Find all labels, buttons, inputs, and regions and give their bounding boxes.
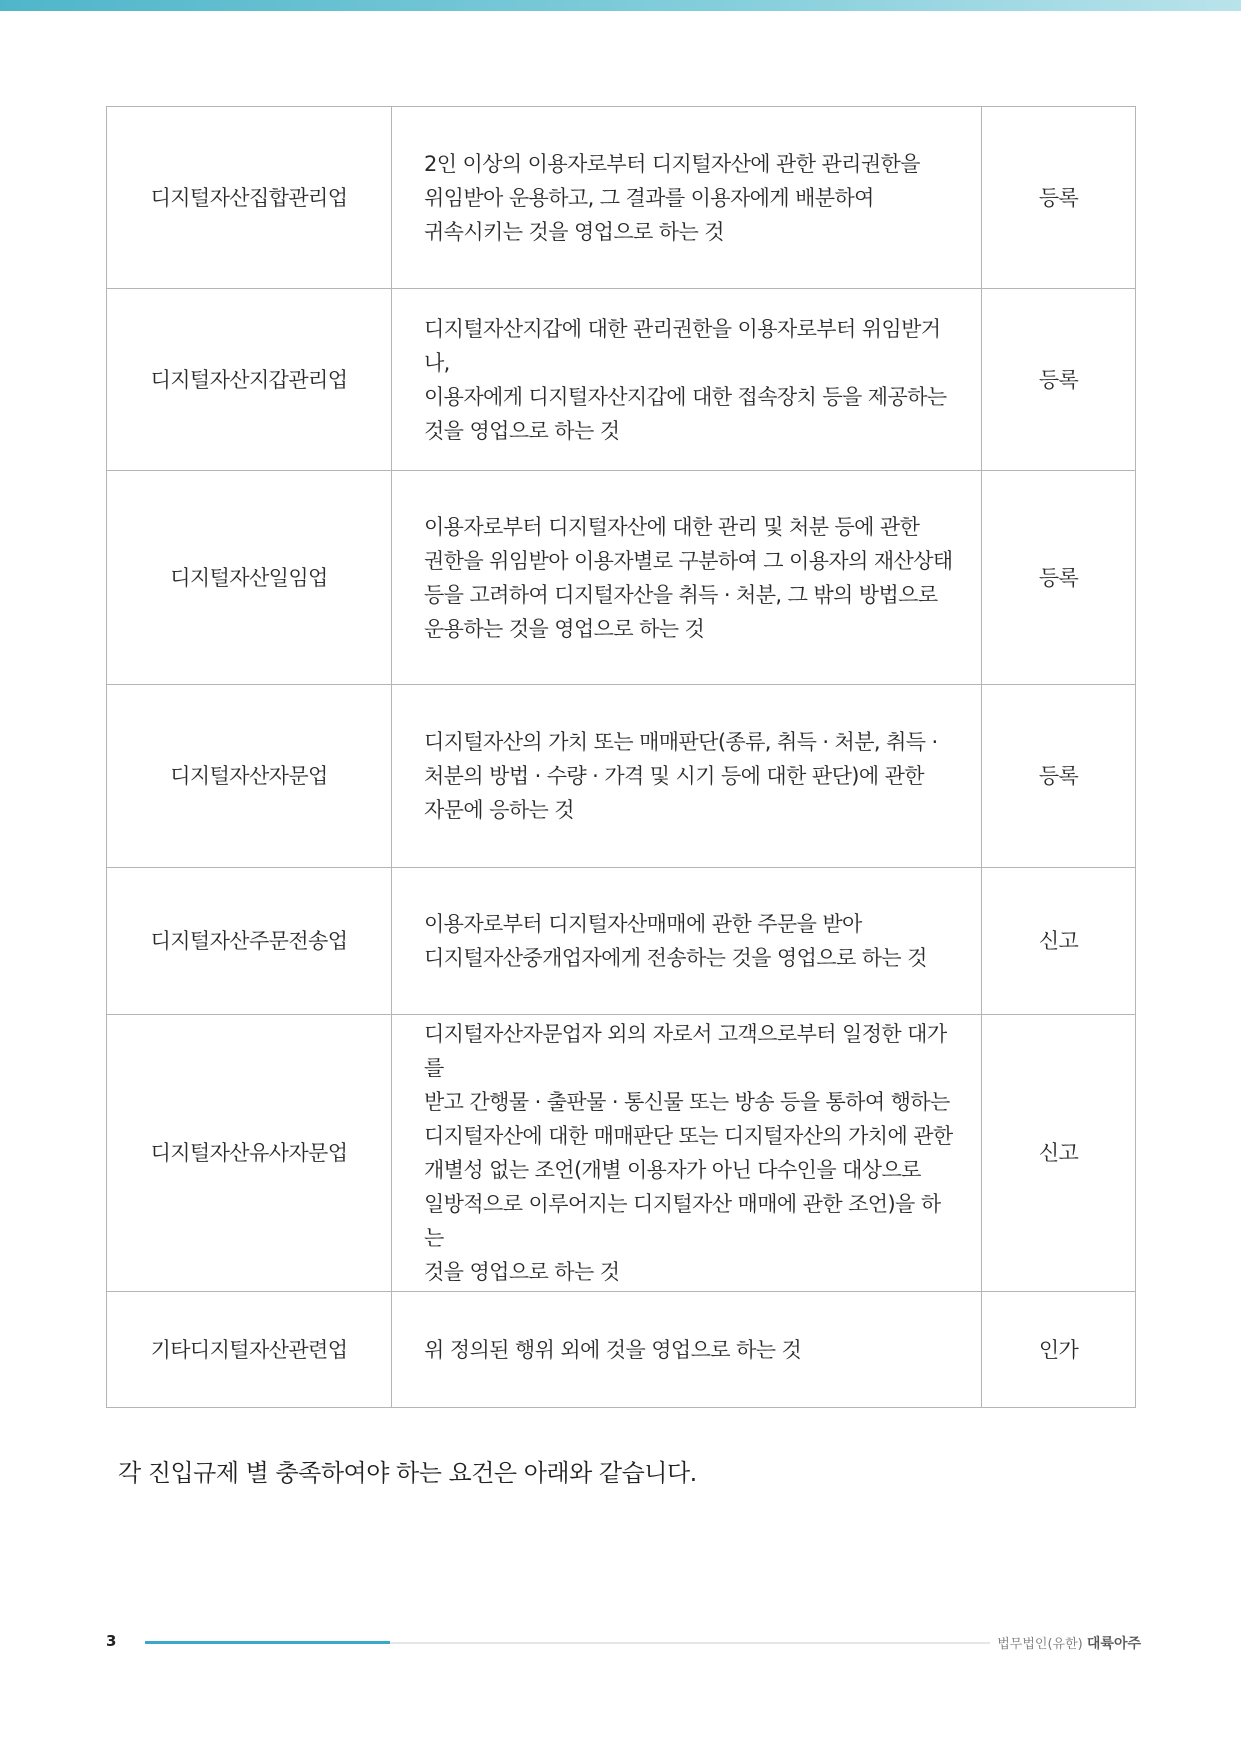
table-row bbox=[107, 289, 1136, 471]
business-type-cell: 디지털자산집합관리업 bbox=[107, 107, 392, 289]
description-text: 이용자로부터 디지털자산매매에 관한 주문을 받아 디지털자산중개업자에게 전송하는 것을 영업으로 하는 것 bbox=[424, 912, 927, 970]
regulation-type-cell: 등록 bbox=[982, 107, 1136, 289]
description-cell bbox=[392, 471, 982, 685]
description-text: 디지털자산자문업자 외의 자로서 고객으로부터 일정한 대가를 받고 간행물 · 출판물 · 통신물 또는 방송 등을 통하여 행하는 디지털자산에 대한 매매판단 또는 디지털자산의 가치에 관한 개별성 없는 조언(개별 이용자가 아닌 다수인을 대상으로 일방적으로 이루어지는 디지털자산 매매에 관한 조언)을 하는 것을 영업으로 하는 것 bbox=[424, 1022, 953, 1284]
table-row bbox=[107, 1292, 1136, 1408]
description-cell bbox=[392, 685, 982, 868]
description-cell bbox=[392, 107, 982, 289]
description-text: 디지털자산의 가치 또는 매매판단(종류, 취득 · 처분, 취득 · 처분의 방법 · 수량 · 가격 및 시기 등에 대한 판단)에 관한 자문에 응하는 것 bbox=[424, 730, 938, 822]
table-row bbox=[107, 685, 1136, 868]
table-row bbox=[107, 107, 1136, 289]
business-type-cell: 디지털자산유사자문업 bbox=[107, 1015, 392, 1292]
business-type-cell: 디지털자산일임업 bbox=[107, 471, 392, 685]
table-row bbox=[107, 471, 1136, 685]
regulation-type-cell: 인가 bbox=[982, 1292, 1136, 1408]
regulation-type-cell: 등록 bbox=[982, 289, 1136, 471]
footer-divider-accent bbox=[145, 1641, 390, 1644]
business-type-cell: 디지털자산지갑관리업 bbox=[107, 289, 392, 471]
description-text: 디지털자산지갑에 대한 관리권한을 이용자로부터 위임받거나, 이용자에게 디지털자산지갑에 대한 접속장치 등을 제공하는 것을 영업으로 하는 것 bbox=[424, 316, 947, 443]
description-text: 이용자로부터 디지털자산에 대한 관리 및 처분 등에 관한 권한을 위임받아 이용자별로 구분하여 그 이용자의 재산상태 등을 고려하여 디지털자산을 취득 · 처분, 그 밖의 방법으로 운용하는 것을 영업으로 하는 것 bbox=[424, 514, 953, 641]
firm-logo-text bbox=[997, 1633, 1141, 1653]
description-cell bbox=[392, 1292, 982, 1408]
page-footer bbox=[0, 1630, 1241, 1660]
regulation-type-cell: 신고 bbox=[982, 1015, 1136, 1292]
description-text: 위 정의된 행위 외에 것을 영업으로 하는 것 bbox=[424, 1337, 802, 1362]
regulation-type-cell: 등록 bbox=[982, 685, 1136, 868]
business-type-cell: 디지털자산자문업 bbox=[107, 685, 392, 868]
table-row bbox=[107, 1015, 1136, 1292]
description-cell bbox=[392, 868, 982, 1015]
regulation-type-cell: 신고 bbox=[982, 868, 1136, 1015]
business-registration-table bbox=[106, 106, 1136, 1408]
requirements-note: 각 진입규제 별 충족하여야 하는 요건은 아래와 같습니다. bbox=[118, 1459, 697, 1487]
description-cell bbox=[392, 289, 982, 471]
page-number: 3 bbox=[106, 1632, 117, 1650]
business-type-cell: 기타디지털자산관련업 bbox=[107, 1292, 392, 1408]
table-row bbox=[107, 868, 1136, 1015]
top-accent-bar bbox=[0, 0, 1241, 11]
firm-name: 대륙아주 bbox=[1086, 1636, 1141, 1652]
description-cell bbox=[392, 1015, 982, 1292]
firm-prefix: 법무법인(유한) bbox=[997, 1637, 1083, 1652]
regulation-type-cell: 등록 bbox=[982, 471, 1136, 685]
description-text: 2인 이상의 이용자로부터 디지털자산에 관한 관리권한을 위임받아 운용하고, 그 결과를 이용자에게 배분하여 귀속시키는 것을 영업으로 하는 것 bbox=[424, 151, 920, 244]
business-type-cell: 디지털자산주문전송업 bbox=[107, 868, 392, 1015]
